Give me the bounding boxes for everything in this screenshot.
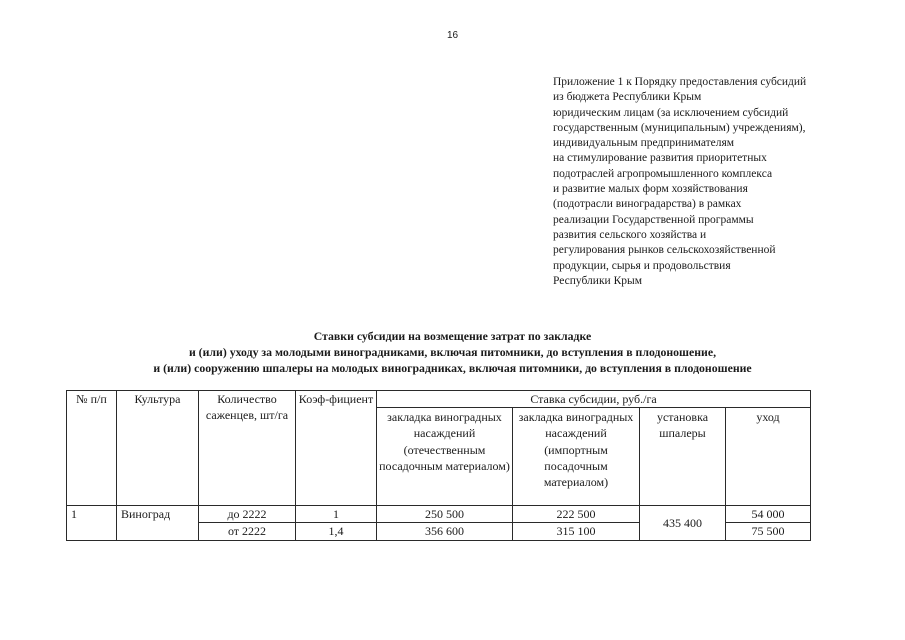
appendix-line: развития сельского хозяйства и bbox=[553, 228, 707, 241]
appendix-line: продукции, сырья и продовольствия bbox=[553, 259, 731, 272]
appendix-line: регулирования рынков сельскохозяйственной bbox=[553, 244, 776, 257]
cell-num: 1 bbox=[67, 506, 117, 540]
table-row bbox=[67, 506, 811, 523]
title-line: и (или) уходу за молодыми виноградниками, включая питомники, до вступления в плодоношение, bbox=[188, 345, 717, 359]
appendix-line: реализации Государственной программы bbox=[553, 213, 754, 226]
appendix-line: (подотрасли виноградарства) в рамках bbox=[553, 198, 742, 211]
header-trellis: установка шпалеры bbox=[640, 408, 726, 506]
header-care: уход bbox=[726, 408, 811, 506]
appendix-line: индивидуальным предпринимателям bbox=[553, 137, 735, 150]
appendix-line: из бюджета Республики Крым bbox=[553, 91, 702, 104]
title-line: и (или) сооружению шпалеры на молодых виноградниках, включая питомники, до вступления в плодоношение bbox=[153, 361, 752, 375]
header-planting-domestic: закладка виноградных насаждений (отечественным посадочным материалом) bbox=[377, 408, 513, 506]
cell-planting-imported: 222 500 bbox=[513, 506, 640, 523]
cell-trellis: 435 400 bbox=[640, 506, 726, 540]
header-planting-imported: закладка виноградных насаждений (импортным посадочным материалом) bbox=[513, 408, 640, 506]
cell-planting-imported: 315 100 bbox=[513, 523, 640, 540]
header-quantity: Количество саженцев, шт/га bbox=[199, 391, 296, 506]
appendix-line: подотраслей агропромышленного комплекса bbox=[553, 167, 773, 180]
subsidy-rates-table bbox=[66, 390, 811, 541]
cell-coefficient: 1 bbox=[296, 506, 377, 523]
appendix-line: юридическим лицам (за исключением субсидий bbox=[553, 106, 789, 119]
document-title bbox=[40, 328, 865, 376]
cell-coefficient: 1,4 bbox=[296, 523, 377, 540]
appendix-line: и развитие малых форм хозяйствования bbox=[553, 183, 748, 196]
cell-quantity: до 2222 bbox=[199, 506, 296, 523]
appendix-line: Республики Крым bbox=[553, 274, 642, 287]
page-number: 16 bbox=[446, 30, 459, 41]
appendix-line: Приложение 1 к Порядку предоставления субсидий bbox=[553, 76, 807, 88]
appendix-line: государственным (муниципальным) учреждениям), bbox=[553, 121, 806, 134]
table-header-row bbox=[67, 391, 811, 408]
cell-quantity: от 2222 bbox=[199, 523, 296, 540]
cell-care: 75 500 bbox=[726, 523, 811, 540]
header-coefficient: Коэф-фициент bbox=[296, 391, 377, 506]
header-num: № п/п bbox=[67, 391, 117, 506]
header-culture: Культура bbox=[117, 391, 199, 506]
title-line: Ставки субсидии на возмещение затрат по закладке bbox=[313, 329, 592, 343]
cell-planting-domestic: 250 500 bbox=[377, 506, 513, 523]
cell-planting-domestic: 356 600 bbox=[377, 523, 513, 540]
cell-care: 54 000 bbox=[726, 506, 811, 523]
header-rate-group: Ставка субсидии, руб./га bbox=[377, 391, 811, 408]
appendix-note bbox=[553, 75, 898, 289]
cell-culture: Виноград bbox=[117, 506, 199, 540]
appendix-line: на стимулирование развития приоритетных bbox=[553, 152, 767, 165]
